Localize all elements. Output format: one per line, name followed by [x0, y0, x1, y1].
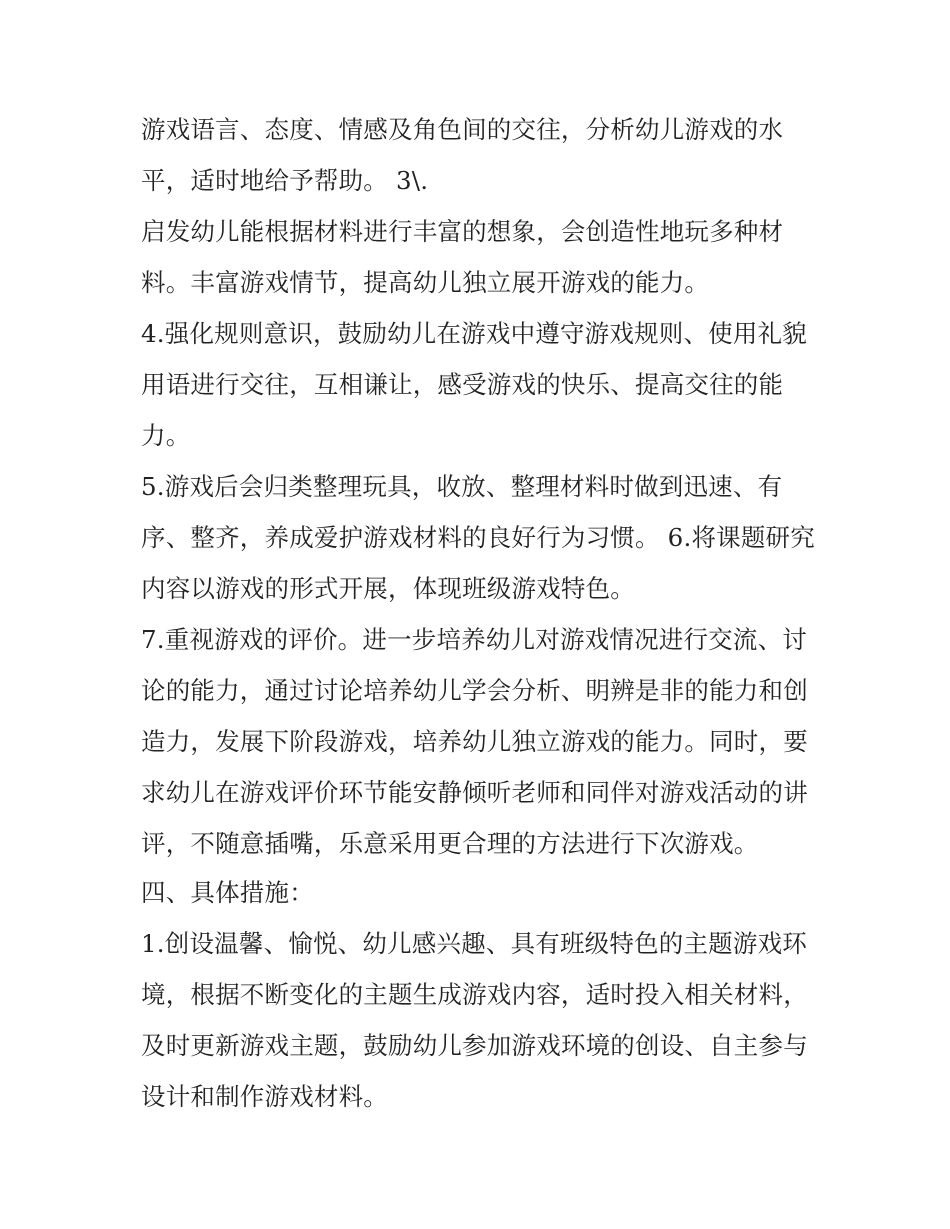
text-line-10: 内容以游戏的形式开展，体现班级游戏特色。	[141, 574, 635, 603]
text-line-14: 求幼儿在游戏评价环节能安静倾听老师和同伴对游戏活动的讲	[141, 778, 808, 807]
text-line-3: 启发幼儿能根据材料进行丰富的想象，会创造性地玩多种材	[141, 217, 784, 246]
text-line-7: 力。	[141, 421, 191, 450]
text-line-20: 设计和制作游戏材料。	[141, 1082, 388, 1111]
text-line-15: 评，不随意插嘴，乐意采用更合理的方法进行下次游戏。	[141, 829, 759, 858]
text-line-5: 4.强化规则意识，鼓励幼儿在游戏中遵守游戏规则、使用礼貌	[141, 319, 807, 348]
text-line-2: 平，适时地给予帮助。 3\.	[141, 166, 429, 195]
text-line-17: 1.创设温馨、愉悦、幼儿感兴趣、具有班级特色的主题游戏环	[141, 929, 807, 958]
text-line-9: 序、整齐，养成爱护游戏材料的良好行为习惯。 6.将课题研究	[141, 523, 815, 552]
text-line-8: 5.游戏后会归类整理玩具，收放、整理材料时做到迅速、有	[141, 472, 783, 501]
text-line-19: 及时更新游戏主题，鼓励幼儿参加游戏环境的创设、自主参与	[141, 1031, 808, 1060]
text-line-6: 用语进行交往，互相谦让，感受游戏的快乐、提高交往的能	[141, 370, 784, 399]
section-heading: 四、具体措施：	[141, 878, 314, 907]
text-line-12: 论的能力，通过讨论培养幼儿学会分析、明辨是非的能力和创	[141, 676, 808, 705]
text-line-11: 7.重视游戏的评价。进一步培养幼儿对游戏情况进行交流、讨	[141, 625, 807, 654]
text-line-1: 游戏语言、态度、情感及角色间的交往，分析幼儿游戏的水	[141, 115, 784, 144]
text-line-4: 料。丰富游戏情节，提高幼儿独立展开游戏的能力。	[141, 268, 710, 297]
text-line-18: 境，根据不断变化的主题生成游戏内容，适时投入相关材料，	[141, 980, 808, 1009]
text-line-13: 造力，发展下阶段游戏，培养幼儿独立游戏的能力。同时，要	[141, 727, 808, 756]
